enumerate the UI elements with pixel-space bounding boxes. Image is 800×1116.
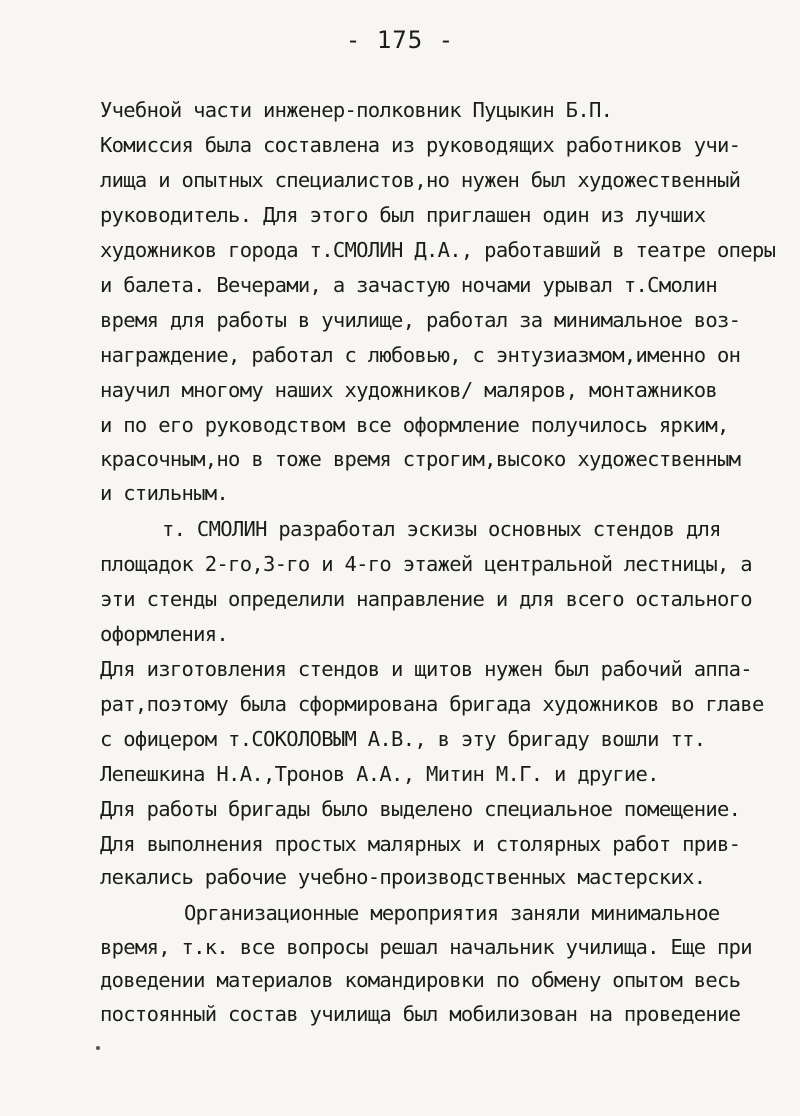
text-line: Организационные мероприятия заняли минимальное: [184, 901, 720, 925]
page-number: - 175 -: [345, 26, 455, 54]
text-line: т. СМОЛИН разработал эскизы основных стендов для: [162, 517, 721, 541]
text-line: рат,поэтому была сформирована бригада художников во главе: [100, 692, 764, 716]
text-line: доведении материалов командировки по обмену опытом весь: [100, 968, 741, 992]
ink-speck: [96, 1046, 100, 1050]
text-line: художников города т.СМОЛИН Д.А., работавший в театре оперы: [100, 238, 776, 262]
text-line: Для работы бригады было выделено специальное помещение.: [100, 797, 741, 821]
text-line: Для выполнения простых малярных и столярных работ прив-: [100, 832, 741, 856]
text-line: Учебной части инженер-полковник Пуцыкин Б.П.: [100, 98, 613, 122]
text-line: постоянный состав училища был мобилизован на проведение: [100, 1002, 741, 1026]
text-line: и по его руководством все оформление получилось ярким,: [100, 413, 729, 437]
text-line: научил многому наших художников/ маляров, монтажников: [100, 378, 718, 402]
text-line: лища и опытных специалистов,но нужен был художественный: [100, 168, 741, 192]
text-line: красочным,но в тоже время строгим,высоко художественным: [100, 447, 741, 471]
text-line: время для работы в училище, работал за минимальное воз-: [100, 308, 741, 332]
text-line: и балета. Вечерами, а зачастую ночами урывал т.Смолин: [100, 273, 718, 297]
text-line: эти стенды определили направление и для всего остального: [100, 587, 752, 611]
text-line: Лепешкина Н.А.,Тронов А.А., Митин М.Г. и другие.: [100, 762, 659, 786]
text-line: награждение, работал с любовью, с энтузиазмом,именно он: [100, 343, 741, 367]
text-line: руководитель. Для этого был приглашен один из лучших: [100, 203, 706, 227]
text-line: лекались рабочие учебно-производственных мастерских.: [100, 865, 706, 889]
text-line: и стильным.: [100, 481, 229, 505]
text-line: оформления.: [100, 622, 229, 646]
text-line: Комиссия была составлена из руководящих работников учи-: [100, 133, 741, 157]
text-line: с офицером т.СОКОЛОВЫМ А.В., в эту бригаду вошли тт.: [100, 727, 706, 751]
text-line: время, т.к. все вопросы решал начальник училища. Еще при: [100, 935, 752, 959]
text-line: Для изготовления стендов и щитов нужен был рабочий аппа-: [100, 657, 752, 681]
text-line: площадок 2-го,3-го и 4-го этажей центральной лестницы, а: [100, 552, 752, 576]
